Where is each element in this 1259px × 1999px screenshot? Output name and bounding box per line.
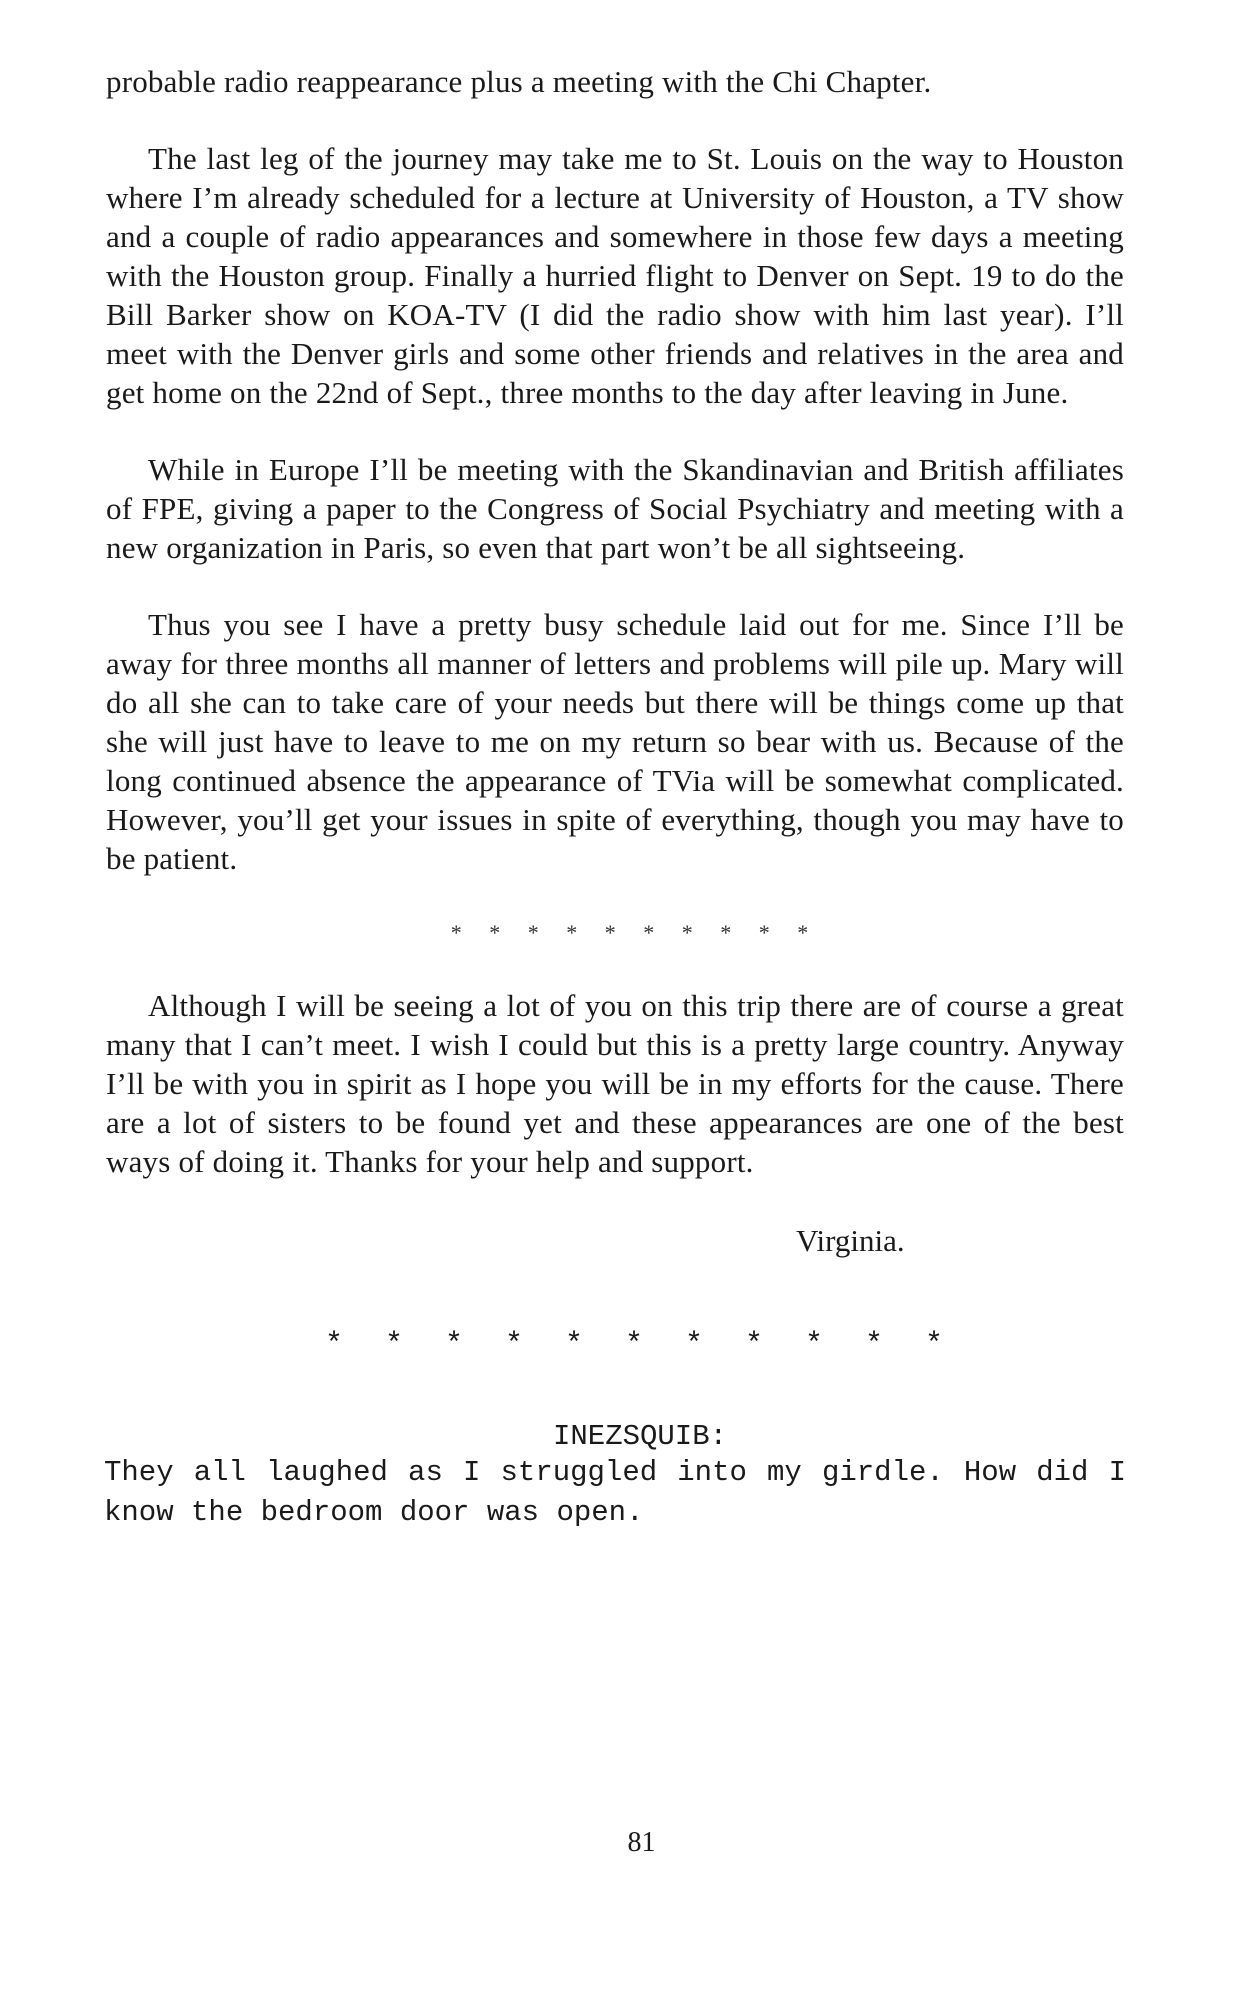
paragraph-schedule: Thus you see I have a pretty busy schedule laid out for me. Since I’ll be away for three months all manner of letters and problems will pile up. Mary will do all she can to take care of your needs but there will be things come up that she will just have to leave to me on my return so bear with us. Because of the long continued absence the appearance of TVia will be somewhat complicated. However, you’ll get your issues in spite of everything, though you may have to be patient. [106,607,1124,876]
paragraph-continuation: probable radio reappearance plus a meeting with the Chi Chapter. [106,64,932,99]
letter-body [106,62,1124,878]
page-number: 81 [627,1827,656,1858]
paragraph-europe: While in Europe I’ll be meeting with the Skandinavian and British affiliates of FPE, giving a paper to the Congress of Social Psychiatry and meeting with a new organization in Paris, so even that part won’t be all sightseeing. [106,452,1124,565]
paragraph-travel-itinerary: The last leg of the journey may take me to St. Louis on the way to Houston where I’m already scheduled for a lecture at University of Houston, a TV show and a couple of radio appearances and somewhere in those few days a meeting with the Houston group. Finally a hurried flight to Denver on Sept. 19 to do the Bill Barker show on KOA-TV (I did the radio show with him last year). I’ll meet with the Denver girls and some other friends and relatives in the area and get home on the 22nd of Sept., three months to the day after leaving in June. [106,141,1124,410]
document-page [106,62,1124,1533]
closing-section [106,986,1124,1181]
separator-large-stars: * * * * * * * * * * * [324,1328,956,1362]
squib-text: They all laughed as I struggled into my girdle. How did I know the bedroom door was open. [104,1456,1126,1529]
signature: Virginia. [796,1223,905,1258]
paragraph-closing: Although I will be seeing a lot of you on this trip there are of course a great many that I can’t meet. I wish I could but this is a pretty large country. Anyway I’ll be with you in spirit as I hope you will be in my efforts for the cause. There are a lot of sisters to be found yet and these appearances are one of the best ways of doing it. Thanks for your help and support. [106,988,1124,1179]
separator-small-stars: * * * * * * * * * * [450,920,820,945]
squib-title: INEZSQUIB: [552,1420,728,1453]
